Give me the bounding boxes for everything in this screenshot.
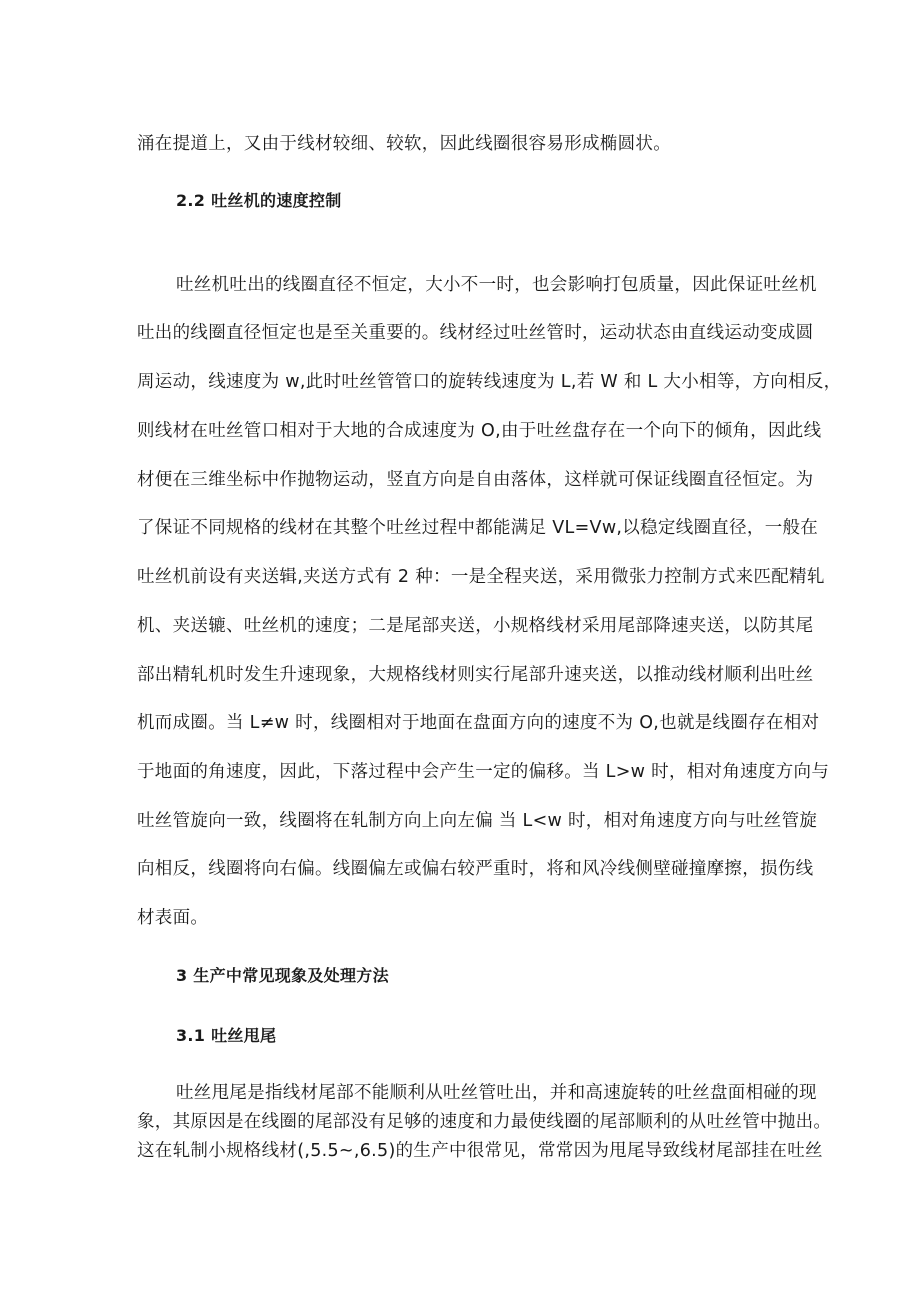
text-line: 于地面的角速度，因此，下落过程中会产生一定的偏移。当 L>w 时，相对角速度方向与 (137, 762, 830, 782)
text-line: 吐丝机前设有夹送辑,夹送方式有 2 种：一是全程夹送，采用微张力控制方式来匹配精轧 (137, 567, 825, 587)
section-heading-3-1: 3.1 吐丝甩尾 (176, 1026, 277, 1045)
text-line: 象，其原因是在线圈的尾部没有足够的速度和力最使线圈的尾部顺利的从吐丝管中抛出。 (137, 1112, 832, 1132)
text-line: 材表面。 (137, 908, 209, 928)
text-line: 部出精轧机时发生升速现象，大规格线材则实行尾部升速夹送，以推动线材顺利出吐丝 (137, 665, 814, 685)
text-line: 则线材在吐丝管口相对于大地的合成速度为 O,由于吐丝盘存在一个向下的倾角，因此线 (137, 421, 822, 441)
text-line: 吐丝甩尾是指线材尾部不能顺利从吐丝管吐出，并和高速旋转的吐丝盘面相碰的现 (176, 1083, 817, 1103)
text-line: 了保证不同规格的线材在其整个吐丝过程中都能满足 VL=Vw,以稳定线圈直径，一般在 (137, 518, 819, 538)
text-line: 周运动，线速度为 w,此时吐丝管管口的旋转线速度为 L,若 W 和 L 大小相等，方向相反， (137, 372, 842, 392)
text-line: 向相反，线圈将向右偏。线圈偏左或偏右较严重时，将和风冷线侧壁碰撞摩擦，损伤线 (137, 859, 814, 879)
text-line: 吐出的线圈直径恒定也是至关重要的。线材经过吐丝管时，运动状态由直线运动变成圆 (137, 323, 814, 343)
text-line: 机而成圈。当 L≠w 时，线圈相对于地面在盘面方向的速度不为 O,也就是线圈存在相对 (137, 713, 820, 733)
text-line: 机、夹送辘、吐丝机的速度；二是尾部夹送，小规格线材采用尾部降速夹送，以防其尾 (137, 616, 814, 636)
text-line: 涌在提道上，又由于线材较细、较软，因此线圈很容易形成椭圆状。 (137, 134, 671, 154)
section-heading-2-2: 2.2 吐丝机的速度控制 (176, 191, 342, 210)
text-line: 这在轧制小规格线材(,5.5~,6.5)的生产中很常见，常常因为甩尾导致线材尾部挂在吐丝 (137, 1141, 823, 1161)
text-line: 吐丝管旋向一致，线圈将在轧制方向上向左偏 当 L<w 时，相对角速度方向与吐丝管旋 (137, 811, 818, 831)
text-line: 材便在三维坐标中作抛物运动，竖直方向是自由落体，这样就可保证线圈直径恒定。为 (137, 470, 814, 490)
text-line: 吐丝机吐出的线圈直径不恒定，大小不一时，也会影响打包质量，因此保证吐丝机 (176, 275, 817, 295)
section-heading-3: 3 生产中常见现象及处理方法 (176, 966, 389, 985)
